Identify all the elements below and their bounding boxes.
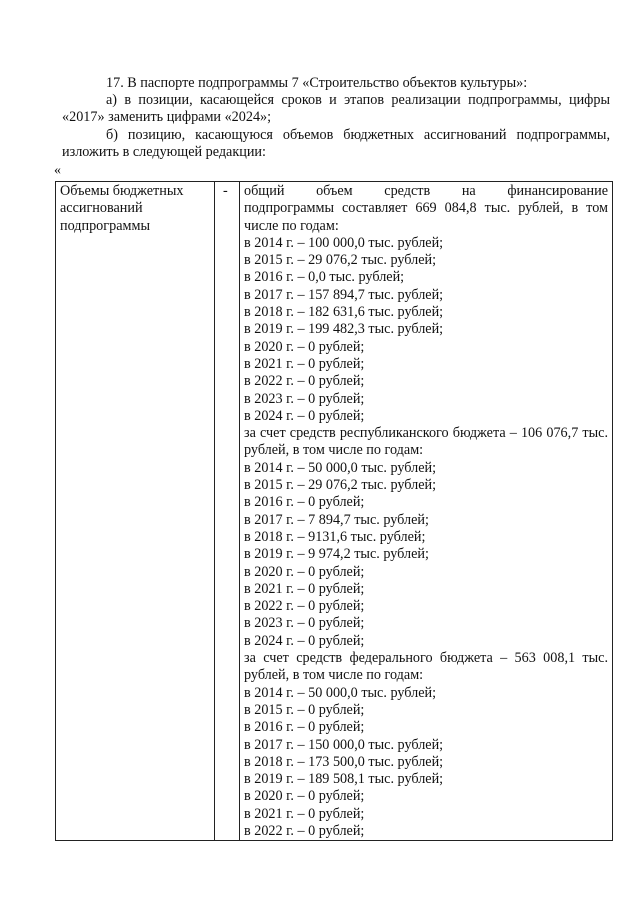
list-item: в 2015 г. – 0 рублей; bbox=[244, 701, 365, 718]
budget-label: Объемы бюджетных ассигнований подпрограммы bbox=[60, 183, 184, 234]
list-item: в 2023 г. – 0 рублей; bbox=[244, 390, 365, 407]
list-item: в 2017 г. – 150 000,0 тыс. рублей; bbox=[244, 736, 444, 753]
list-item: в 2020 г. – 0 рублей; bbox=[244, 563, 365, 580]
dash-cell bbox=[215, 182, 240, 841]
list-item: в 2021 г. – 0 рублей; bbox=[244, 355, 365, 372]
list-item: в 2021 г. – 0 рублей; bbox=[244, 580, 365, 597]
paragraph-item-17: 17. В паспорте подпрограммы 7 «Строительство объектов культуры»: bbox=[106, 75, 528, 91]
paragraph-subitem-b: б) позицию, касающуюся объемов бюджетных ассигнований подпрограммы, изложить в следующей редакции: bbox=[62, 127, 610, 161]
budget-details-cell bbox=[240, 182, 613, 841]
list-item: в 2018 г. – 182 631,6 тыс. рублей; bbox=[244, 304, 444, 321]
budget-label-cell bbox=[56, 182, 215, 841]
budget-table bbox=[55, 181, 613, 841]
list-item: в 2018 г. – 173 500,0 тыс. рублей; bbox=[244, 753, 444, 770]
list-item: в 2015 г. – 29 076,2 тыс. рублей; bbox=[244, 252, 437, 269]
list-item: в 2021 г. – 0 рублей; bbox=[244, 805, 365, 822]
table-row bbox=[56, 182, 613, 841]
list-item: в 2017 г. – 7 894,7 тыс. рублей; bbox=[244, 511, 429, 528]
total-intro-rest: подпрограммы составляет 669 084,8 тыс. рублей, в том числе по годам: bbox=[244, 200, 608, 234]
list-item: в 2018 г. – 9131,6 тыс. рублей; bbox=[244, 528, 426, 545]
list-item: в 2022 г. – 0 рублей; bbox=[244, 373, 365, 390]
list-item: в 2015 г. – 29 076,2 тыс. рублей; bbox=[244, 477, 437, 494]
opening-quote-mark: « bbox=[54, 163, 61, 178]
list-item: в 2014 г. – 50 000,0 тыс. рублей; bbox=[244, 684, 437, 701]
list-item: в 2023 г. – 0 рублей; bbox=[244, 615, 365, 632]
list-item: в 2016 г. – 0,0 тыс. рублей; bbox=[244, 269, 405, 286]
list-item: в 2019 г. – 189 508,1 тыс. рублей; bbox=[244, 771, 444, 788]
list-item: в 2014 г. – 100 000,0 тыс. рублей; bbox=[244, 234, 444, 251]
federal-years-list bbox=[244, 685, 608, 841]
list-item: в 2022 г. – 0 рублей; bbox=[244, 822, 365, 839]
list-item: в 2024 г. – 0 рублей; bbox=[244, 407, 365, 424]
list-item: в 2020 г. – 0 рублей; bbox=[244, 788, 365, 805]
list-item: в 2019 г. – 199 482,3 тыс. рублей; bbox=[244, 321, 444, 338]
list-item: в 2014 г. – 50 000,0 тыс. рублей; bbox=[244, 459, 437, 476]
dash-separator: - bbox=[223, 183, 228, 199]
republic-years-list bbox=[244, 460, 608, 650]
list-item: в 2024 г. – 0 рублей; bbox=[244, 632, 365, 649]
list-item: в 2022 г. – 0 рублей; bbox=[244, 598, 365, 615]
federal-intro: за счет средств федерального бюджета – 563 008,1 тыс. рублей, в том числе по годам: bbox=[244, 650, 608, 684]
list-item: в 2016 г. – 0 рублей; bbox=[244, 719, 365, 736]
republic-intro: за счет средств республиканского бюджета – 106 076,7 тыс. рублей, в том числе по годам: bbox=[244, 425, 608, 459]
list-item: в 2019 г. – 9 974,2 тыс. рублей; bbox=[244, 546, 429, 563]
total-years-list bbox=[244, 235, 608, 425]
list-item: в 2017 г. – 157 894,7 тыс. рублей; bbox=[244, 286, 444, 303]
list-item: в 2020 г. – 0 рублей; bbox=[244, 338, 365, 355]
paragraph-subitem-a: а) в позиции, касающейся сроков и этапов реализации подпрограммы, цифры «2017» заменить цифрами «2024»; bbox=[62, 92, 610, 126]
list-item: в 2016 г. – 0 рублей; bbox=[244, 494, 365, 511]
total-intro bbox=[244, 183, 608, 235]
total-intro-first-line: общий объем средств на финансирование bbox=[244, 183, 608, 199]
